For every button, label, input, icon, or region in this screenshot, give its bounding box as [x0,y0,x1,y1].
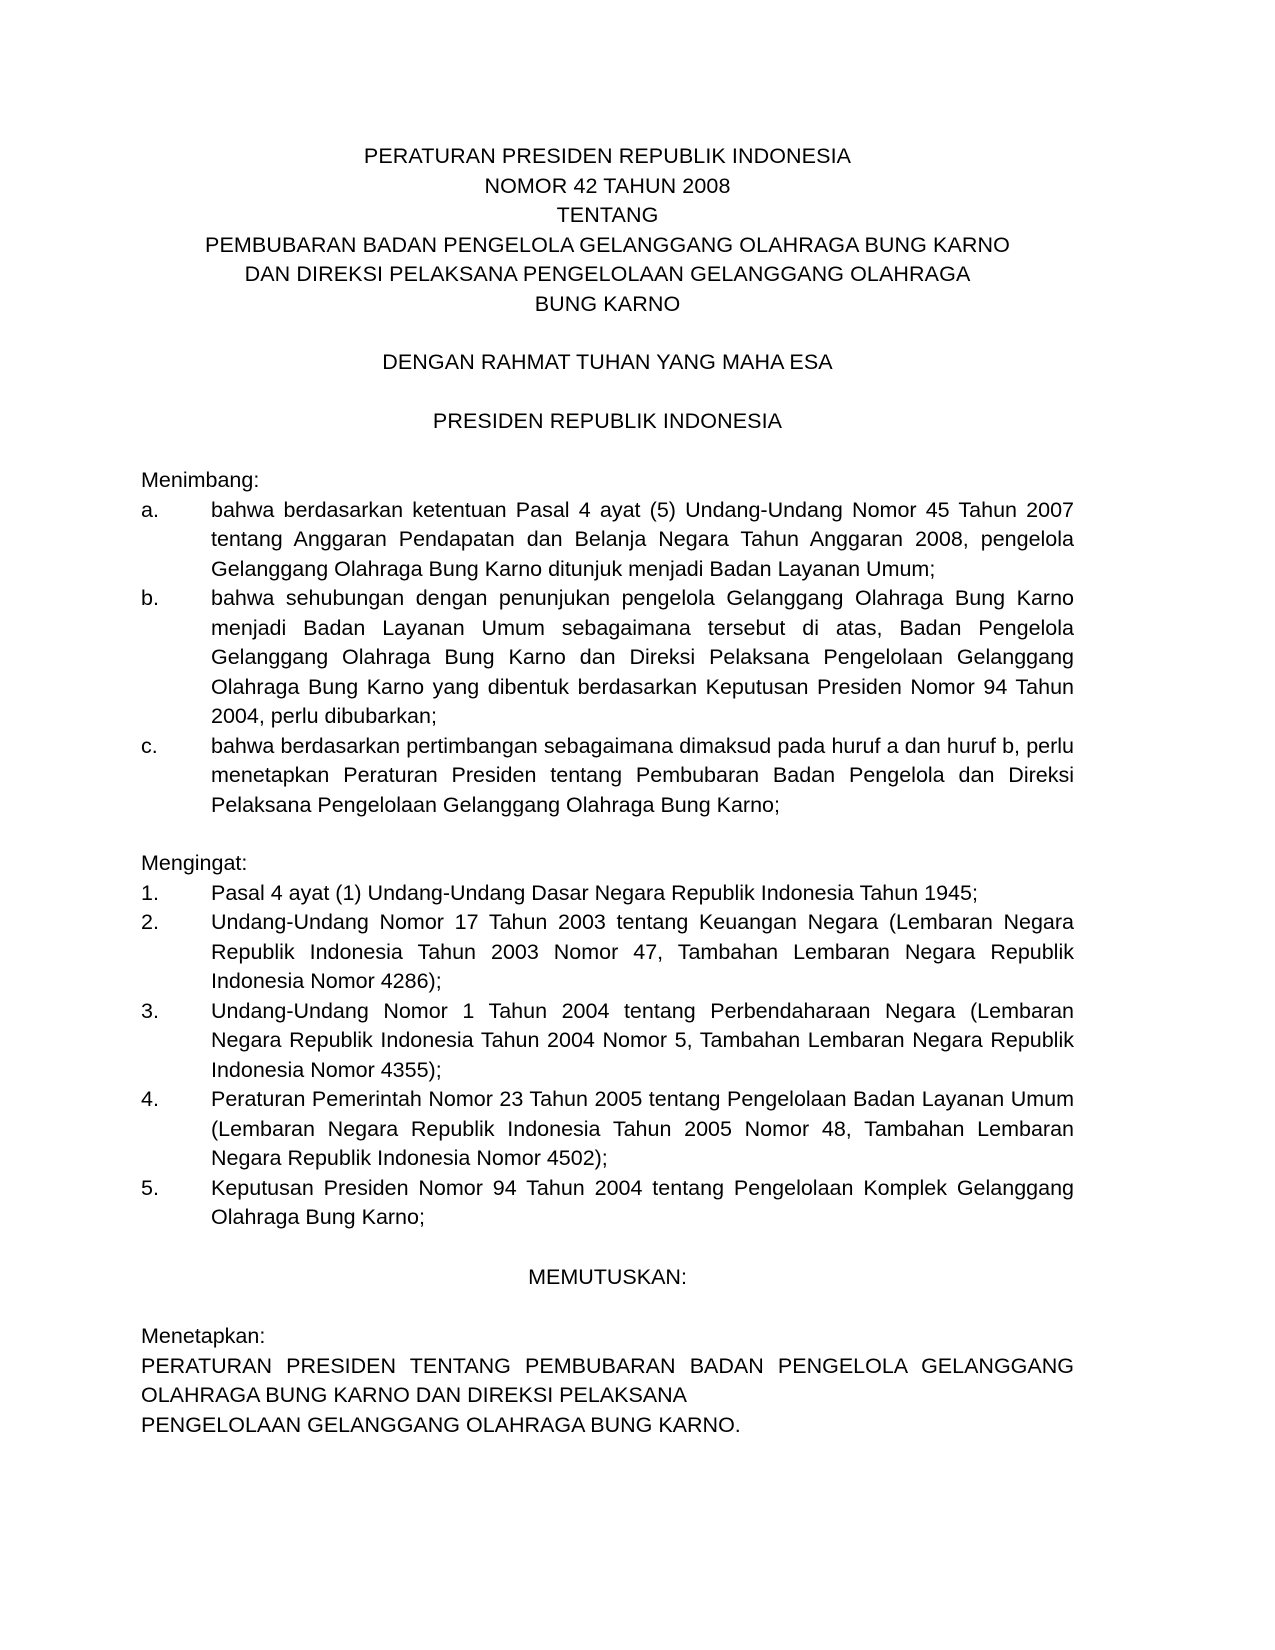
spacer-after-memutuskan [141,1292,1074,1322]
mengingat-item-5 [141,1174,1074,1233]
title-line-5: DAN DIREKSI PELAKSANA PENGELOLAAN GELANGGANG OLAHRAGA [244,262,971,286]
mengingat-marker-3: 3. [141,998,159,1023]
document-content [141,142,1074,1440]
document-title-block [141,142,1074,319]
spacer-after-authority [141,436,1074,466]
mengingat-marker-5: 5. [141,1175,159,1200]
menimbang-marker-b: b. [141,586,159,610]
invocation-line: DENGAN RAHMAT TUHAN YANG MAHA ESA [382,350,833,374]
mengingat-item-1 [141,879,1074,909]
mengingat-text-5: Keputusan Presiden Nomor 94 Tahun 2004 tentang Pengelolaan Komplek Gelanggang Olahraga Bung Karno; [211,1175,1074,1229]
menimbang-marker-c: c. [141,733,158,758]
menimbang-text-c: bahwa berdasarkan pertimbangan sebagaimana dimaksud pada huruf a dan huruf b, perlu menetapkan Peraturan Presiden tentang Pembubaran Badan Pengelola dan Direksi Pelaksana Pengelolaan Gelanggang Olahraga Bung Karno; [211,733,1074,817]
menimbang-item-c [141,732,1074,821]
menimbang-marker-a: a. [141,497,159,522]
spacer-after-menimbang [141,820,1074,849]
mengingat-marker-1: 1. [141,880,159,905]
menetapkan-body-last-line: PENGELOLAAN GELANGGANG OLAHRAGA BUNG KARNO. [141,1412,741,1437]
mengingat-text-4: Peraturan Pemerintah Nomor 23 Tahun 2005 tentang Pengelolaan Badan Layanan Umum (Lembaran Negara Republik Indonesia Tahun 2005 Nomor 48, Tambahan Lembaran Negara Republik Indonesia Nomor 4502); [211,1087,1074,1170]
mengingat-label: Mengingat: [141,851,248,875]
menimbang-text-b: bahwa sehubungan dengan penunjukan pengelola Gelanggang Olahraga Bung Karno menjadi Badan Layanan Umum sebagaimana tersebut di atas, Badan Pengelola Gelanggang Olahraga Bung Karno dan Direksi Pelaksana Pengelolaan Gelanggang Olahraga Bung Karno yang dibentuk berdasarkan Keputusan Presiden Nomor 94 Tahun 2004, perlu dibubarkan; [211,586,1074,728]
memutuskan-heading: MEMUTUSKAN: [528,1264,687,1289]
menimbang-item-a [141,496,1074,585]
mengingat-text-1: Pasal 4 ayat (1) Undang-Undang Dasar Negara Republik Indonesia Tahun 1945; [211,880,978,905]
menimbang-text-a: bahwa berdasarkan ketentuan Pasal 4 ayat (5) Undang-Undang Nomor 45 Tahun 2007 tentang Anggaran Pendapatan dan Belanja Negara Tahun Anggaran 2008, pengelola Gelanggang Olahraga Bung Karno ditunjuk menjadi Badan Layanan Umum; [211,497,1074,581]
mengingat-marker-4: 4. [141,1087,159,1111]
mengingat-item-2 [141,908,1074,997]
spacer-after-invocation [141,378,1074,407]
authority-line: PRESIDEN REPUBLIK INDONESIA [432,408,783,433]
title-line-2: NOMOR 42 TAHUN 2008 [484,173,731,198]
title-line-4: PEMBUBARAN BADAN PENGELOLA GELANGGANG OLAHRAGA BUNG KARNO [205,232,1010,257]
mengingat-text-2: Undang-Undang Nomor 17 Tahun 2003 tentang Keuangan Negara (Lembaran Negara Republik Indonesia Tahun 2003 Nomor 47, Tambahan Lembaran Negara Republik Indonesia Nomor 4286); [211,910,1074,993]
title-line-3: TENTANG [556,203,659,227]
mengingat-text-3: Undang-Undang Nomor 1 Tahun 2004 tentang Perbendaharaan Negara (Lembaran Negara Republik Indonesia Tahun 2004 Nomor 5, Tambahan Lembaran Negara Republik Indonesia Nomor 4355); [211,998,1074,1082]
mengingat-item-3 [141,997,1074,1086]
title-line-6: BUNG KARNO [534,291,681,316]
menimbang-label: Menimbang: [141,468,260,492]
mengingat-item-4 [141,1085,1074,1174]
menetapkan-body: PERATURAN PRESIDEN TENTANG PEMBUBARAN BADAN PENGELOLA GELANGGANG OLAHRAGA BUNG KARNO DAN DIREKSI PELAKSANA [141,1353,1074,1407]
menetapkan-label: Menetapkan: [141,1324,266,1348]
title-line-1: PERATURAN PRESIDEN REPUBLIK INDONESIA [363,144,852,168]
menimbang-item-b [141,584,1074,732]
mengingat-marker-2: 2. [141,910,159,934]
spacer-before-memutuskan [141,1233,1074,1263]
spacer-after-title [141,319,1074,348]
